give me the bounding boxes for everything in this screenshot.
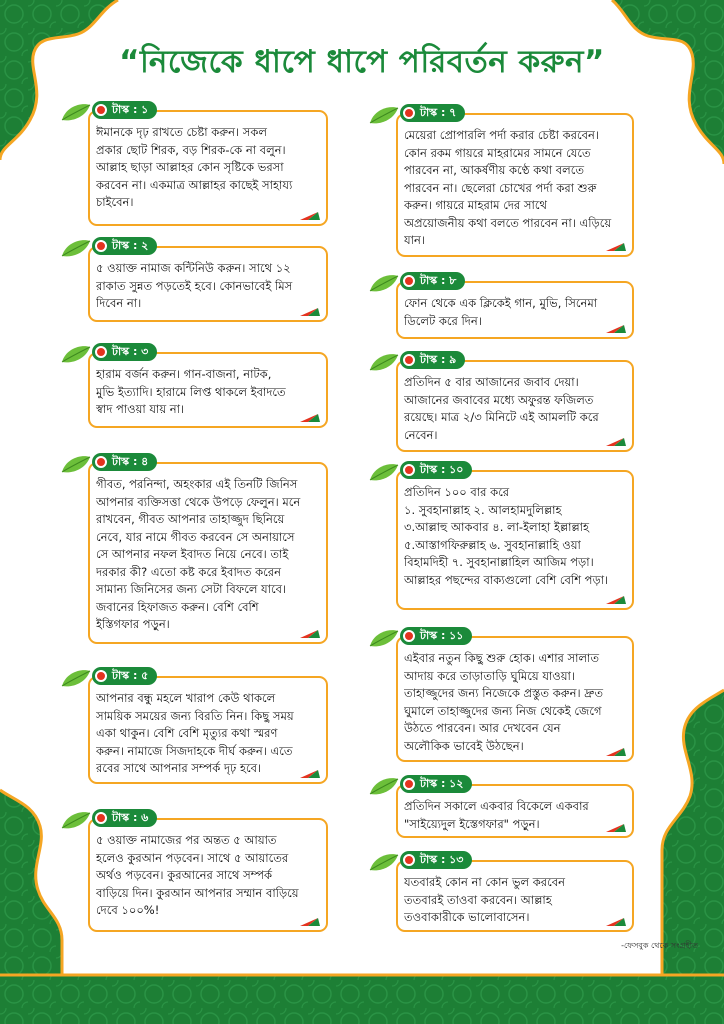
task-line: বিহামদিহী ৭. সুবহানাল্লাহিল আজিম পড়া। [404,555,594,569]
task-line: করবেন না। একমাত্র আল্লাহর কাছেই সাহায্য [96,177,293,192]
bullet-dot-icon [95,670,107,682]
bullet-dot-icon [403,630,415,642]
task-line: আল্লাহ ছাড়া আল্লাহর কোন সৃষ্টিকে ভরসা [96,160,284,174]
task-line: ৫ ওয়াক্ত নামাজের পর অন্তত ৫ আয়াত [96,833,277,847]
task-tag [400,461,472,479]
task-line: যান। [404,233,425,247]
flag-mark-icon [300,769,320,779]
task-line: সাময়িক সময়ের জন্য বিরতি নিন। কিছু সময় [96,708,294,723]
leaf-icon [60,454,92,476]
task-card-11 [396,628,634,762]
task-line: হারাম বর্জন করুন। গান-বাজনা, নাটক, [96,367,272,381]
task-text [404,127,626,250]
task-text [96,366,320,419]
bullet-dot-icon [403,275,415,287]
task-line: স্বাদ পাওয়া যায় না। [96,402,185,416]
flag-mark-icon [606,823,626,833]
task-text [404,484,626,589]
task-tag [400,627,472,645]
task-tag [92,101,157,119]
task-line: সে আপনার নফল ইবাদত নিয়ে নেবে। তাই [96,547,289,561]
task-tag [92,667,157,685]
flag-mark-icon [606,747,626,757]
task-text [404,650,626,755]
task-label: টাস্ক : ১২ [420,776,464,790]
task-text [96,124,320,212]
task-tag [400,272,465,290]
task-line: দেবে ১০০%! [96,903,160,917]
leaf-icon [368,105,400,127]
task-label: টাস্ক : ৩ [112,344,149,358]
task-line: মুভি ইত্যাদি। হারামে লিপ্ত থাকলে ইবাদতে [96,384,286,399]
task-label: টাস্ক : ৪ [112,454,149,468]
task-text [96,690,320,778]
leaf-icon [368,776,400,798]
leaf-icon [60,668,92,690]
task-line: ইস্তিগফার পড়ুন। [96,617,170,631]
task-label: টাস্ক : ১০ [420,462,464,476]
task-line: নেবেন। [404,427,438,442]
task-card-7 [396,105,634,257]
task-card-8 [396,273,634,339]
flag-mark-icon [606,595,626,605]
task-line: রাকাত সুন্নত পড়তেই হবে। কোনভাবেই মিস [96,278,293,293]
task-line: রয়েছে। মাত্র ২/৩ মিনিটে এই আমলটি করে [404,410,599,424]
task-label: টাস্ক : ৭ [420,105,457,119]
task-label: টাস্ক : ১৩ [420,852,464,866]
task-line: ১. সুবহানাল্লাহ ২. আলহামদুলিল্লাহ [404,502,562,517]
task-line: ততবারই তাওবা করবেন। আল্লাহ [404,892,552,907]
task-card-13 [396,852,634,932]
task-line: ডিলেট করে দিন। [404,313,482,328]
task-text [404,798,626,833]
leaf-icon [368,852,400,874]
source-credit: -ফেসবুক থেকে সংগ্রহীত [621,941,698,950]
task-line: ঘুমালে তাহাজ্জুদের জন্য নিজ থেকেই জেগে [404,703,602,718]
task-line: জবানের হিফাজত করুন। বেশি বেশি [96,599,259,614]
task-line: প্রতিদিন ১০০ বার করে [404,485,510,499]
page-title: “নিজেকে ধাপে ধাপে পরিবর্তন করুন” [119,44,605,80]
flag-mark-icon [300,307,320,317]
bullet-dot-icon [95,812,107,824]
task-line: উঠতে পারবেন। আর দেখবেন যেন [404,721,561,735]
task-line: গীবত, পরনিন্দা, অহংকার এই তিনটি জিনিস [96,477,298,491]
task-card-1 [88,102,328,226]
task-line: মেয়েরা প্রোপারলি পর্দা করার চেষ্টা করবেন। [404,128,599,142]
task-line: যতবারই কোন না কোন ভুল করবেন [404,875,565,889]
flag-mark-icon [606,917,626,927]
task-line: ৩.আল্লাহু আকবার ৪. লা-ইলাহা ইল্লাল্লাহ [404,520,590,534]
task-line: আপনার বন্ধু মহলে খারাপ কেউ থাকলে [96,691,276,705]
leaf-icon [368,352,400,374]
leaf-icon [368,628,400,650]
task-card-6 [88,810,328,932]
task-line: "সাইয়্যেদুল ইস্তেগফার" পড়ুন। [404,816,540,831]
task-line: অলৌকিক ভাবেই উঠছেন। [404,738,524,753]
task-tag [400,104,465,122]
task-text [96,260,320,313]
task-tag [400,775,472,793]
task-card-2 [88,238,328,322]
bullet-dot-icon [403,464,415,476]
task-card-10 [396,462,634,610]
task-line: ৫ ওয়াক্ত নামাজ কন্টিনিউ করুন। সাথে ১২ [96,261,291,275]
task-line: আপনার ব্যক্তিসত্তা থেকে উপড়ে ফেলুন। মনে [96,494,301,509]
bullet-dot-icon [95,346,107,358]
task-card-3 [88,344,328,428]
leaf-icon [60,102,92,124]
task-card-5 [88,668,328,784]
task-label: টাস্ক : ২ [112,238,149,252]
task-tag [400,351,465,369]
task-line: প্রতিদিন সকালে একবার বিকেলে একবার [404,799,589,813]
task-tag [92,453,157,471]
task-line: আজানের জবাবের মধ্যে অফুরন্ত ফজিলত [404,392,594,407]
task-line: একা থাকুন। বেশি বেশি মৃত্যুর কথা স্মরণ [96,726,278,740]
task-label: টাস্ক : ৮ [420,273,457,287]
flag-mark-icon [606,242,626,252]
flag-mark-icon [300,629,320,639]
task-line: পারবেন না। ছেলেরা চোখের পর্দা করা শুরু [404,180,597,195]
task-line: তওবাকারীকে ভালোবাসেন। [404,910,530,924]
leaf-icon [368,273,400,295]
task-label: টাস্ক : ১১ [420,628,464,642]
task-text [404,374,626,444]
task-line: রবের সাথে আপনার সম্পর্ক দৃঢ় হবে। [96,761,262,775]
task-text [404,295,626,330]
task-line: হলেও কুরআন পড়বেন। সাথে ৫ আয়াতের [96,850,289,865]
bullet-dot-icon [403,778,415,790]
task-text [96,476,320,634]
bullet-dot-icon [403,354,415,366]
task-card-4 [88,454,328,644]
task-line: পারবেন না, আকর্ষণীয় কণ্ঠে কথা বলতে [404,163,584,177]
task-tag [92,809,157,827]
leaf-icon [60,238,92,260]
task-label: টাস্ক : ১ [112,102,149,116]
task-card-9 [396,352,634,452]
task-text [96,832,320,920]
task-line: সামান্য জিনিসের জন্য সেটা বিফলে যাবে। [96,582,287,596]
bullet-dot-icon [95,456,107,468]
task-line: করুন। গায়রে মাহরাম দের সাথে [404,198,547,212]
task-tag [92,237,157,255]
task-line: ফোন থেকে এক ক্লিকেই গান, মুভি, সিনেমা [404,296,598,310]
task-label: টাস্ক : ৫ [112,668,149,682]
task-label: টাস্ক : ৬ [112,810,149,824]
flag-mark-icon [300,917,320,927]
task-line: বাড়িয়ে দিন। কুরআন আপনার সম্মান বাড়িয়ে [96,885,299,900]
task-tag [92,343,157,361]
task-line: দরকার কী? এতো কষ্ট করে ইবাদত করেন [96,564,281,579]
task-line: আল্লাহর পছন্দের বাক্যগুলো বেশি বেশি পড়া। [404,572,609,587]
task-label: টাস্ক : ৯ [420,352,457,366]
flag-mark-icon [606,324,626,334]
bullet-dot-icon [403,107,415,119]
bullet-dot-icon [95,240,107,252]
task-line: অর্থও পড়বেন। কুরআনের সাথে সম্পর্ক [96,868,273,882]
task-line: আদায় করে তাড়াতাড়ি ঘুমিয়ে যাওয়া। [404,668,575,683]
task-line: চাইবেন। [96,195,134,209]
task-line: দিবেন না। [96,296,142,310]
flag-mark-icon [300,211,320,221]
task-line: ৫.আস্তাগফিরুল্লাহ ৬. সুবহানাল্লাহি ওয়া [404,537,581,552]
task-line: করুন। নামাজে সিজদাহকে দীর্ঘ করুন। এতে [96,743,293,758]
task-text [404,874,626,927]
leaf-icon [368,462,400,484]
task-line: এইবার নতুন কিছু শুরু হোক। এশার সালাত [404,651,599,665]
leaf-icon [60,810,92,832]
task-line: প্রকার ছোট শিরক, বড় শিরক-কে না বলুন। [96,142,286,157]
task-line: তাহাজ্জুদের জন্য নিজেকে প্রস্তুত করুন। দ্রুত [404,686,603,700]
bullet-dot-icon [403,854,415,866]
flag-mark-icon [300,413,320,423]
task-line: নেবে, যার নামে গীবত করবেন সে অনায়াসে [96,529,295,544]
bullet-dot-icon [95,104,107,116]
task-tag [400,851,472,869]
task-card-12 [396,776,634,838]
leaf-icon [60,344,92,366]
task-line: কোন রকম গায়রে মাহরামের সামনে যেতে [404,145,591,160]
task-line: ঈমানকে দৃঢ় রাখতে চেষ্টা করুন। সকল [96,125,267,139]
task-line: প্রতিদিন ৫ বার আজানের জবাব দেয়া। [404,375,579,389]
task-line: অপ্রয়োজনীয় কথা বলতে পারবেন না। এড়িয়ে [404,215,612,230]
flag-mark-icon [606,437,626,447]
task-line: রাখবেন, গীবত আপনার তাহাজ্জুদ ছিনিয়ে [96,512,285,526]
